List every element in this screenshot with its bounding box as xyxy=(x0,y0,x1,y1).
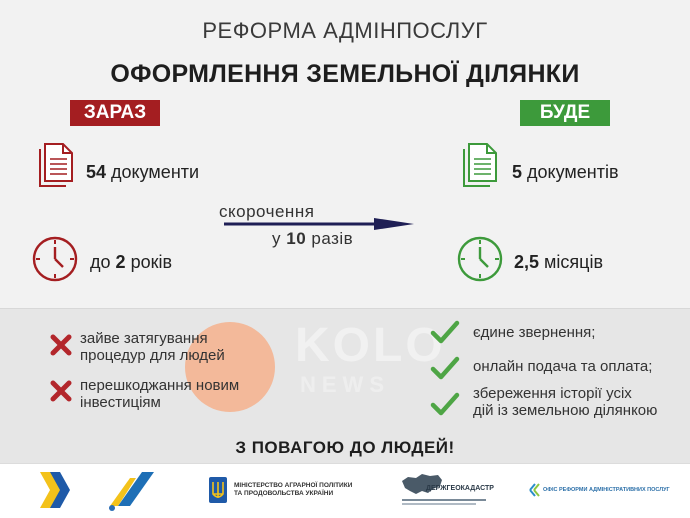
will-time-text xyxy=(514,252,603,273)
office-logo-icon xyxy=(528,482,540,498)
problem-line: процедур для людей xyxy=(80,347,225,364)
office-line: ОФІС РЕФОРМИ xyxy=(543,487,588,493)
arrow-bottom-prefix: у xyxy=(272,229,281,248)
will-time-unit: місяців xyxy=(544,252,604,272)
ministry-line: ТА ПРОДОВОЛЬСТВА УКРАЇНИ xyxy=(234,489,334,497)
benefit-line: дій із земельною ділянкою xyxy=(473,402,658,419)
cross-icon xyxy=(50,334,72,356)
now-documents-unit: документи xyxy=(111,162,200,182)
arrow-bottom-suffix: разів xyxy=(311,229,354,248)
will-time-value: 2,5 xyxy=(514,252,540,272)
ukraine-map-icon xyxy=(400,471,444,497)
watermark-text: KOLO xyxy=(295,319,446,372)
office-name xyxy=(543,487,670,494)
clock-icon-green xyxy=(456,235,504,283)
benefit-item xyxy=(473,324,595,341)
benefit-line: онлайн подача та оплата; xyxy=(473,358,653,375)
problem-line: інвестиціям xyxy=(80,394,161,411)
office-line: АДМІНІСТРАТИВНИХ ПОСЛУГ xyxy=(588,487,670,493)
now-documents-count: 54 xyxy=(86,162,107,182)
arrow-bottom-text xyxy=(272,229,353,249)
now-time-prefix: до xyxy=(90,252,111,272)
will-documents-unit: документів xyxy=(527,162,619,182)
partner-logo-icon xyxy=(104,468,156,512)
arrow-bottom-value: 10 xyxy=(286,229,307,248)
geocadastre-name: ДЕРЖГЕОКАДАСТР xyxy=(426,485,494,492)
cross-icon xyxy=(50,380,72,402)
benefit-item xyxy=(473,385,657,419)
checkmark-icon xyxy=(430,320,460,346)
slogan: З ПОВАГОЮ ДО ЛЮДЕЙ! xyxy=(235,438,455,457)
geocadastre-underline xyxy=(402,503,476,505)
will-documents-text xyxy=(512,162,619,183)
reform-logo-icon xyxy=(38,470,74,510)
problem-item xyxy=(80,377,239,411)
now-time-unit: років xyxy=(130,252,173,272)
watermark-subtext: NEWS xyxy=(300,372,390,397)
trident-icon xyxy=(208,476,228,504)
benefit-line: єдине звернення; xyxy=(473,324,596,341)
now-time-text xyxy=(90,252,172,273)
now-badge: ЗАРАЗ xyxy=(70,100,160,126)
problem-item xyxy=(80,330,225,364)
now-time-value: 2 xyxy=(115,252,126,272)
geocadastre-underline xyxy=(402,499,486,501)
super-title: РЕФОРМА АДМІНПОСЛУГ xyxy=(202,18,488,43)
ministry-line: МІНІСТЕРСТВО АГРАРНОЇ ПОЛІТИКИ xyxy=(234,482,353,489)
checkmark-icon xyxy=(430,356,460,382)
will-badge: БУДЕ xyxy=(520,100,610,126)
documents-icon-red xyxy=(38,143,74,187)
clock-icon-red xyxy=(31,235,79,283)
checkmark-icon xyxy=(430,392,460,418)
now-documents-text xyxy=(86,162,199,183)
main-title: ОФОРМЛЕННЯ ЗЕМЕЛЬНОЇ ДІЛЯНКИ xyxy=(110,60,580,88)
problem-line: перешкоджання новим xyxy=(80,377,240,394)
ministry-name xyxy=(234,482,352,497)
benefit-line: збереження історії усіх xyxy=(473,385,632,402)
problem-line: зайве затягування xyxy=(80,330,208,347)
benefit-item xyxy=(473,358,652,375)
will-documents-count: 5 xyxy=(512,162,523,182)
documents-icon-green xyxy=(462,143,498,187)
arrow-top-text: скорочення xyxy=(219,202,315,221)
